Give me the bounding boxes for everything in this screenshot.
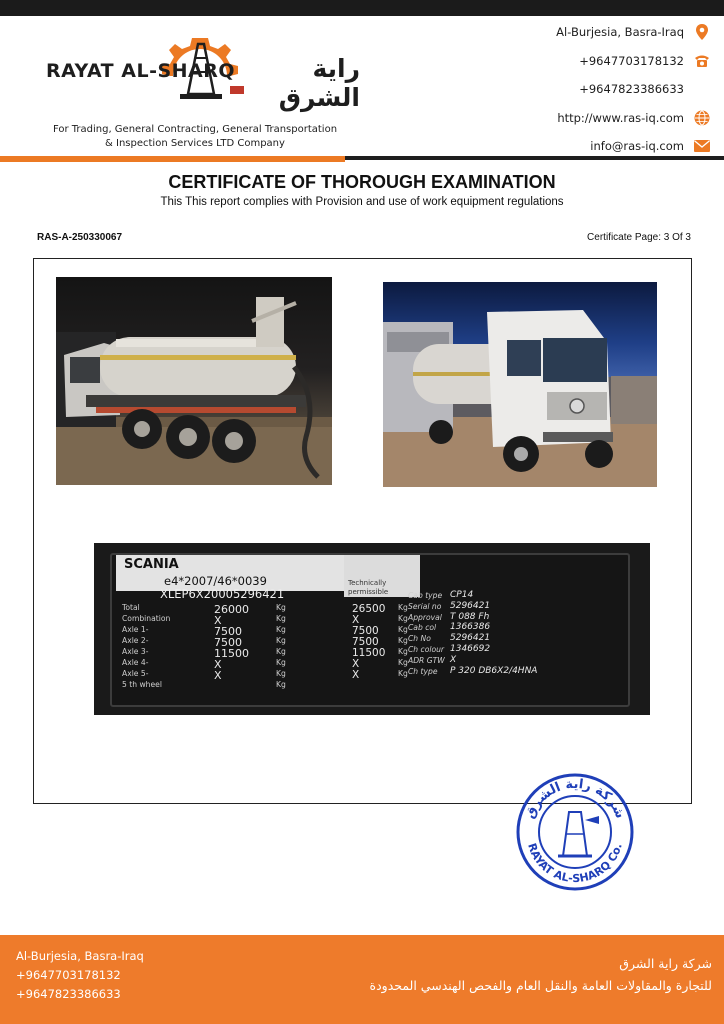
plate-spec-label: Ch colour <box>408 645 445 654</box>
contact-phone2-spacer <box>694 81 710 97</box>
plate-spec-value: T 088 Fh <box>450 611 490 622</box>
plate-spec-value: 5296421 <box>450 633 491 644</box>
logo-tagline-line1: For Trading, General Contracting, General Transportation <box>52 124 338 135</box>
plate-row-label: Axle 1- <box>122 625 149 634</box>
logo-tagline-line2: & Inspection Services LTD Company <box>105 138 285 149</box>
certificate-page: Certificate Page: 3 Of 3 <box>587 232 691 243</box>
plate-row-label: Total <box>122 603 140 612</box>
stamp-english-text: RAYAT AL-SHARQ Co. <box>525 841 625 886</box>
plate-row-permissible: 26500 <box>352 603 386 615</box>
plate-row-unit2: Kg <box>398 636 408 645</box>
plate-spec-label: Approval <box>408 612 442 622</box>
contact-phone2-text: +9647823386633 <box>579 82 684 97</box>
footer-phone2: +9647823386633 <box>16 987 121 1001</box>
footer-address: Al-Burjesia, Basra-Iraq <box>16 949 144 963</box>
plate-row-label: Axle 3- <box>122 647 149 656</box>
page-subtitle: This This report complies with Provision and use of work equipment regulations <box>160 196 564 208</box>
contact-phone1-text: +9647703178132 <box>579 53 684 68</box>
certificate-number: RAS-A-250330067 <box>37 232 123 243</box>
plate-spec-value: 1346692 <box>450 644 491 654</box>
plate-spec-label: Ch No <box>408 634 431 644</box>
contact-address <box>470 18 710 47</box>
plate-spec-label: ADR GTW <box>408 655 445 665</box>
plate-spec-value: 5296421 <box>450 600 491 611</box>
plate-row-permissible: 11500 <box>352 647 386 659</box>
company-stamp <box>515 772 635 892</box>
stamp-seal-image <box>515 772 635 892</box>
truck-side-photo <box>56 277 332 485</box>
plate-row-permissible: 7500 <box>352 636 379 648</box>
contact-address-text: Al-Burjesia, Basra-Iraq <box>556 25 684 40</box>
plate-row-label: Axle 5- <box>122 669 149 678</box>
plate-row-unit2: Kg <box>398 669 408 678</box>
plate-row-value: 11500 <box>214 647 249 660</box>
stamp-arabic-text: شركة راية الشرق <box>522 776 628 821</box>
plate-row-unit2: Kg <box>398 647 408 656</box>
contact-website <box>470 104 710 133</box>
globe-icon <box>694 110 710 126</box>
plate-row-label: 5 th wheel <box>122 680 162 689</box>
plate-spec-label: Cab type <box>408 591 443 600</box>
plate-row-value: 7500 <box>214 625 242 638</box>
plate-row-label: Axle 2- <box>122 636 149 645</box>
plate-technically-permissible: Technically permissible <box>348 579 389 596</box>
footer-contact-block <box>16 947 144 1004</box>
logo-name-arabic: راية الشرق <box>278 54 360 112</box>
contact-phone1 <box>470 47 710 76</box>
plate-row-unit: Kg <box>276 625 286 634</box>
contact-email-text[interactable]: info@ras-iq.com <box>590 139 684 154</box>
header-contacts <box>470 18 710 161</box>
truck-front-photo <box>383 282 657 487</box>
vehicle-id-plate-photo <box>94 543 650 715</box>
mail-icon <box>694 138 710 154</box>
plate-row-value: 26000 <box>214 603 249 616</box>
plate-row-label: Combination <box>122 614 171 623</box>
plate-row-permissible: X <box>352 614 360 626</box>
plate-brand: SCANIA <box>124 557 179 572</box>
footer-company-name-ar: شركة راية الشرق <box>619 956 712 971</box>
plate-row-value: X <box>214 658 222 671</box>
plate-row-unit2: Kg <box>398 614 408 623</box>
plate-row-label: Axle 4- <box>122 658 149 667</box>
plate-row-unit: Kg <box>276 647 286 656</box>
plate-row-unit2: Kg <box>398 625 408 634</box>
plate-row-unit: Kg <box>276 636 286 645</box>
footer-phone1: +9647703178132 <box>16 968 121 982</box>
plate-row-unit: Kg <box>276 614 286 623</box>
phone-icon <box>694 53 710 69</box>
plate-row-value: X <box>214 614 222 627</box>
plate-row-unit: Kg <box>276 603 286 612</box>
plate-row-permissible: X <box>352 658 360 670</box>
header-divider-accent <box>0 156 345 162</box>
location-pin-icon <box>694 24 710 40</box>
plate-spec-value: 1366386 <box>450 622 491 633</box>
plate-row-permissible: X <box>352 669 360 681</box>
page-title: CERTIFICATE OF THOROUGH EXAMINATION <box>168 172 556 192</box>
contact-website-text[interactable]: http://www.ras-iq.com <box>557 110 684 125</box>
plate-spec-label: Ch type <box>408 666 438 676</box>
plate-row-permissible: 7500 <box>352 625 379 637</box>
plate-row-value: X <box>214 669 222 682</box>
plate-spec-label: Serial no <box>408 601 442 611</box>
plate-spec-value: CP14 <box>450 590 474 600</box>
plate-row-unit: Kg <box>276 680 286 689</box>
svg-text:شركة راية الشرق <box>522 777 627 821</box>
plate-approval-line1: e4*2007/46*0039 <box>164 574 267 588</box>
plate-row-value: 7500 <box>214 636 242 649</box>
plate-row-unit2: Kg <box>398 603 408 612</box>
page-footer <box>0 935 724 1024</box>
logo-name-english: RAYAT AL-SHARQ <box>46 60 236 82</box>
plate-approval-line2: XLEP6X20005296421 <box>160 587 285 601</box>
plate-spec-value: X <box>450 654 457 665</box>
plate-row-unit: Kg <box>276 658 286 667</box>
plate-spec-value: P 320 DB6X2/4HNA <box>450 665 538 676</box>
plate-spec-label: Cab col <box>408 623 437 633</box>
footer-company-block <box>370 953 712 997</box>
top-bar <box>0 0 724 16</box>
plate-row-unit: Kg <box>276 669 286 678</box>
company-logo <box>30 20 360 150</box>
plate-row-unit2: Kg <box>398 658 408 667</box>
footer-company-description-ar: للتجارة والمقاولات العامة والنقل العام والفحص الهندسي المحدودة <box>369 978 712 993</box>
contact-phone2 <box>470 75 710 104</box>
